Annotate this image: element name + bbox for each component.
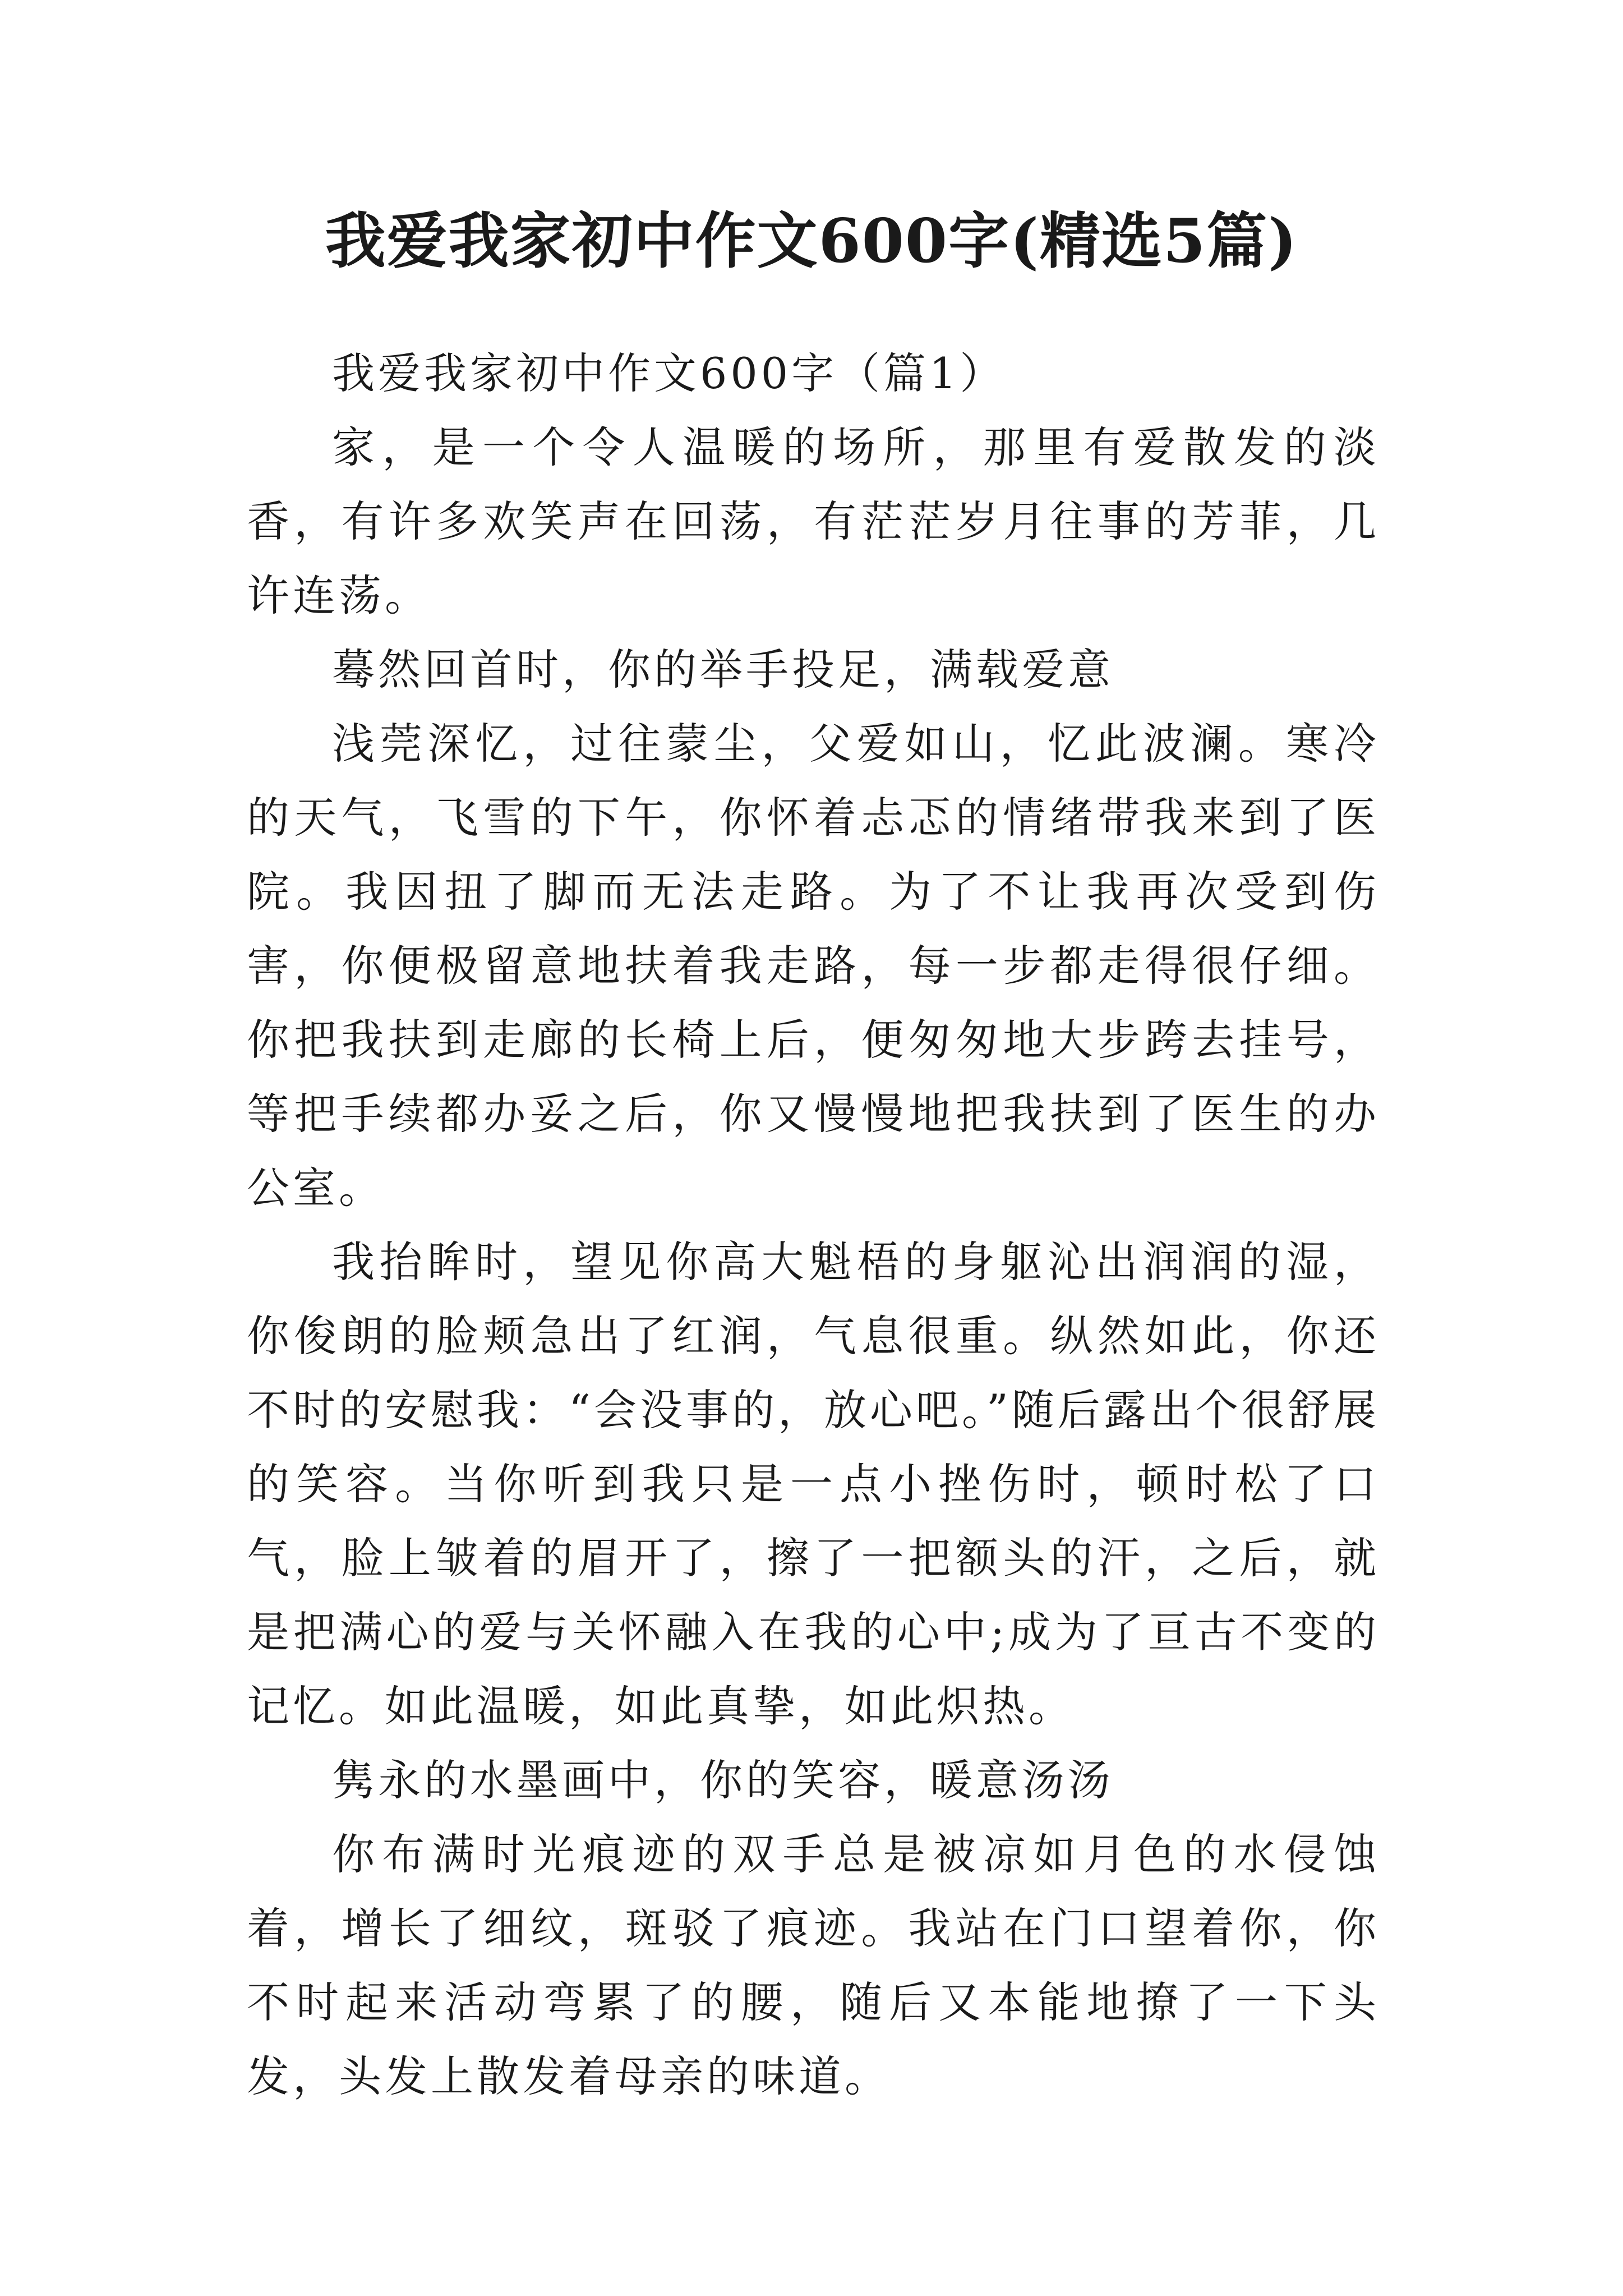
paragraph: 浅莞深忆，过往蒙尘，父爱如山，忆此波澜。寒冷的天气，飞雪的下午，你怀着忐忑的情绪带我来到了医院。我因扭了脚而无法走路。为了不让我再次受到伤害，你便极留意地扶着我走路，每一步都走得很仔细。你把我扶到走廊的长椅上后，便匆匆地大步跨去挂号，等把手续都办妥之后，你又慢慢地把我扶到了医生的办公室。 <box>247 719 1380 1213</box>
paragraph: 我抬眸时，望见你高大魁梧的身躯沁出润润的湿，你俊朗的脸颊急出了红润，气息很重。纵然如此，你还不时的安慰我：“会没事的，放心吧。”随后露出个很舒展的笑容。当你听到我只是一点小挫伤时，顿时松了口气，脸上皱着的眉开了，擦了一把额头的汗，之后，就是把满心的爱与关怀融入在我的心中;成为了亘古不变的记忆。如此温暖，如此真挚，如此炽热。 <box>247 1237 1380 1731</box>
paragraph: 家，是一个令人温暖的场所，那里有爱散发的淡香，有许多欢笑声在回荡，有茫茫岁月往事的芳菲，几许连荡。 <box>247 422 1380 620</box>
section-heading: 我爱我家初中作文600字（篇1） <box>332 348 1006 398</box>
document-title: 我爱我家初中作文600字(精选5篇) <box>325 206 1298 277</box>
paragraph: 你布满时光痕迹的双手总是被凉如月色的水侵蚀着，增长了细纹，斑驳了痕迹。我站在门口望着你，你不时起来活动弯累了的腰，随后又本能地撩了一下头发，头发上散发着母亲的味道。 <box>247 1829 1380 2101</box>
document-body <box>247 337 1380 2114</box>
subheading: 蓦然回首时，你的举手投足，满载爱意 <box>332 645 1114 694</box>
subheading: 隽永的水墨画中，你的笑容，暖意汤汤 <box>332 1755 1114 1805</box>
